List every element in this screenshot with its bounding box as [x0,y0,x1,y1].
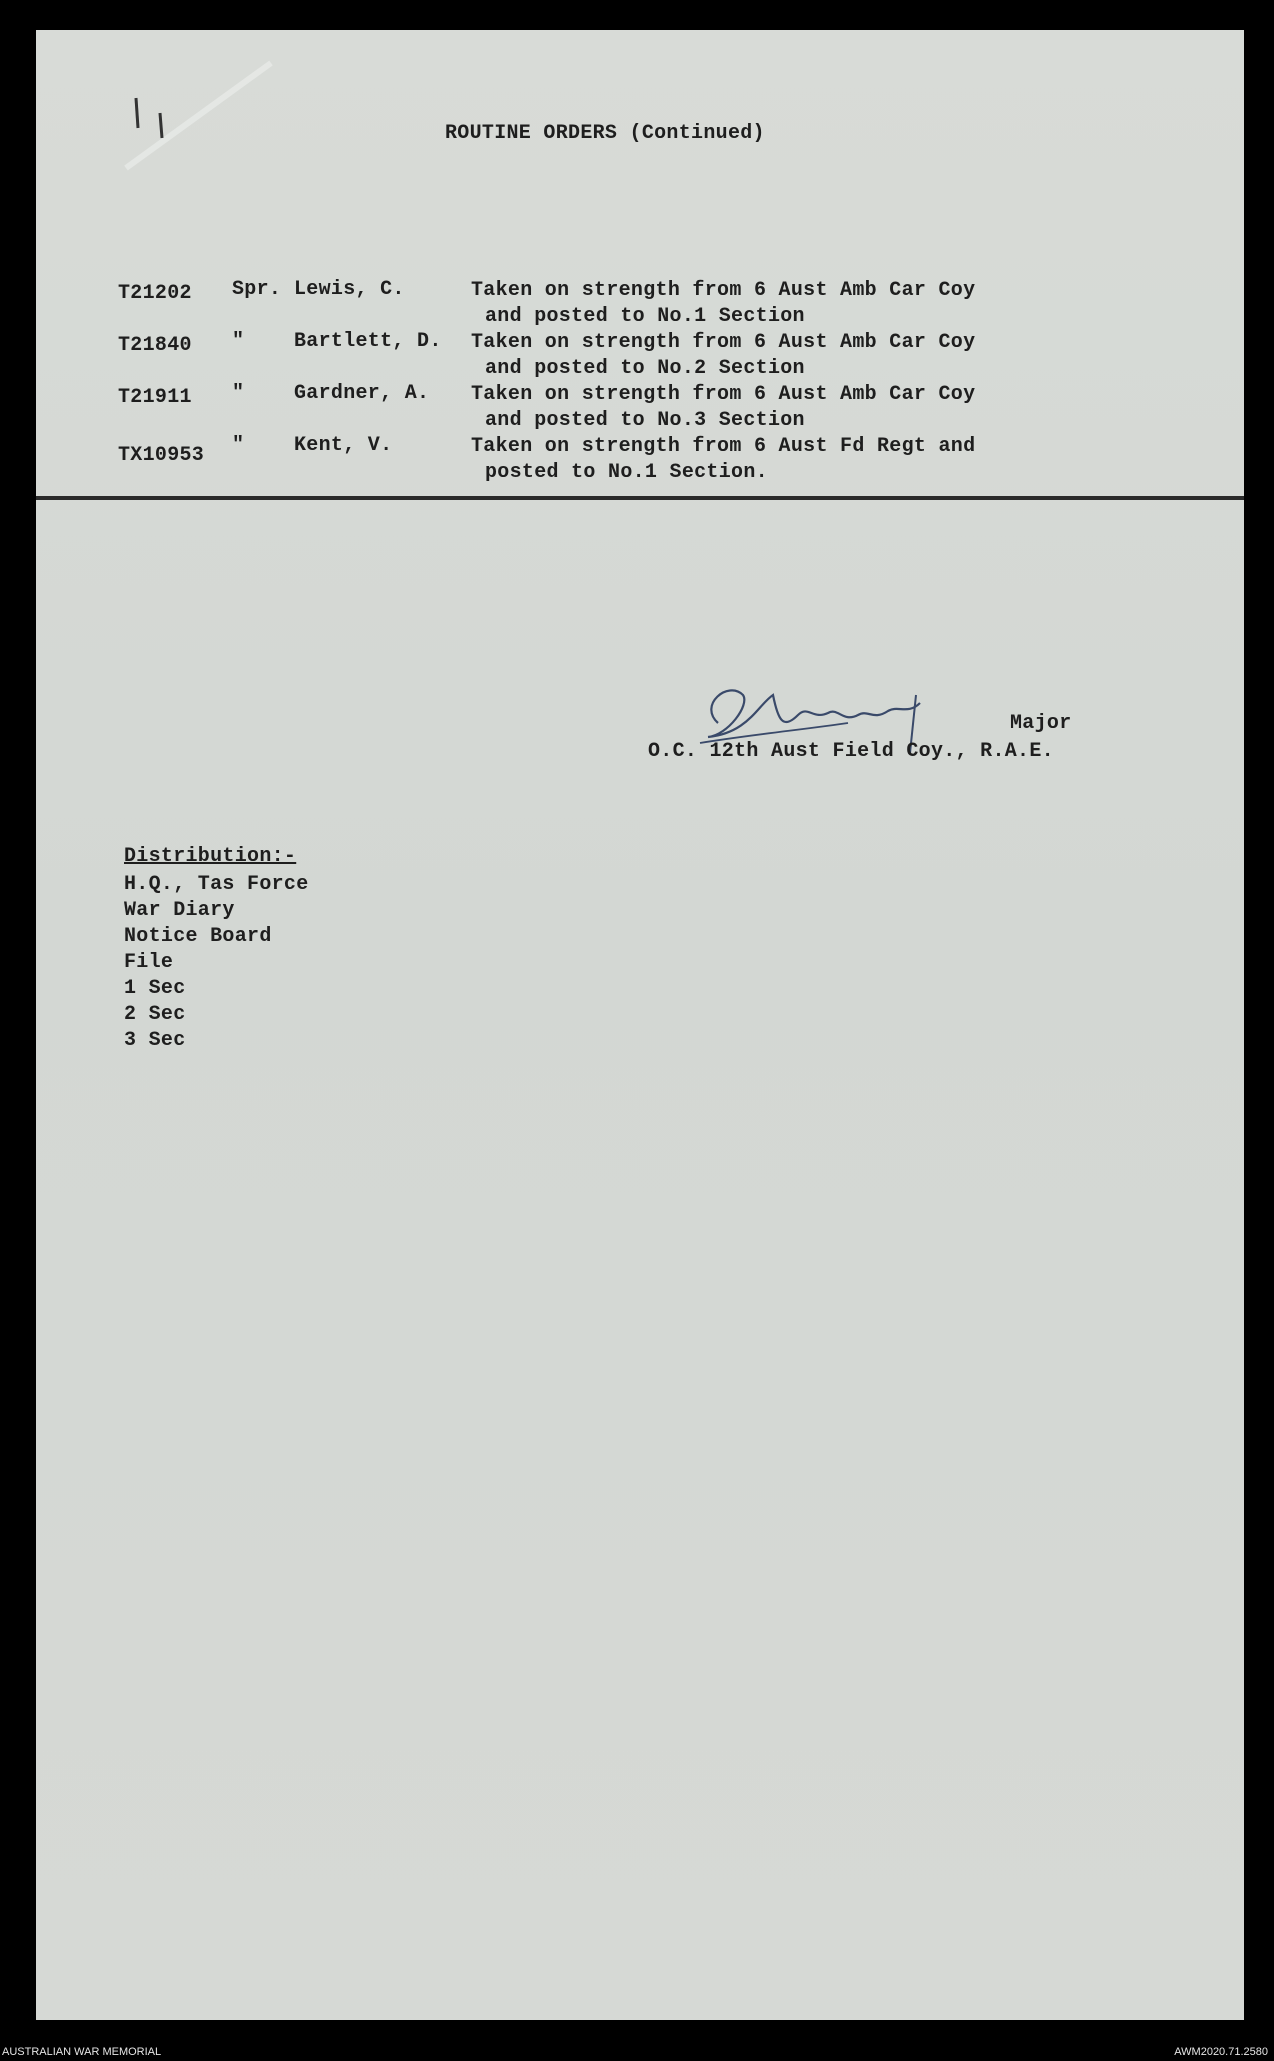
order-entry [36,330,1244,382]
distribution-item: File [124,951,174,974]
order-detail-line: posted to No.1 Section. [485,461,768,484]
service-number: T21202 [118,282,192,305]
distribution-item: 3 Sec [124,1029,186,1052]
soldier-name: Bartlett, D. [294,330,442,353]
order-detail [471,382,975,434]
order-detail [471,434,975,486]
soldier-name: Kent, V. [294,434,393,457]
distribution-heading: Distribution:- [124,845,297,868]
order-entry [36,278,1244,330]
order-detail [471,330,975,382]
rank: " [232,382,245,405]
service-number: TX10953 [118,444,205,467]
paper-crease-mark [96,58,296,178]
page-title: ROUTINE ORDERS (Continued) [445,122,765,145]
distribution-item: 2 Sec [124,1003,186,1026]
section-divider [36,496,1244,500]
distribution-item: Notice Board [124,925,272,948]
order-detail-line: and posted to No.3 Section [485,409,805,432]
signatory-office: O.C. 12th Aust Field Coy., R.A.E. [648,740,1054,763]
archive-credit: AUSTRALIAN WAR MEMORIAL [2,2046,162,2058]
order-detail-line: Taken on strength from 6 Aust Fd Regt and [471,435,976,458]
document-page [36,30,1244,2020]
order-detail-line: and posted to No.2 Section [485,357,805,380]
order-entry [36,434,1244,486]
distribution-list [124,872,309,1054]
order-detail-line: Taken on strength from 6 Aust Amb Car Coy [471,279,976,302]
soldier-name: Gardner, A. [294,382,430,405]
order-detail [471,278,975,330]
order-detail-line: Taken on strength from 6 Aust Amb Car Coy [471,383,976,406]
service-number: T21911 [118,386,192,409]
distribution-item: War Diary [124,899,235,922]
archive-reference: AWM2020.71.2580 [1174,2046,1268,2058]
signatory-rank: Major [1010,712,1072,735]
service-number: T21840 [118,334,192,357]
order-detail-line: and posted to No.1 Section [485,305,805,328]
soldier-name: Lewis, C. [294,278,405,301]
distribution-item: 1 Sec [124,977,186,1000]
order-entry [36,382,1244,434]
order-detail-line: Taken on strength from 6 Aust Amb Car Coy [471,331,976,354]
rank: " [232,434,245,457]
rank: " [232,330,245,353]
distribution-item: H.Q., Tas Force [124,873,309,896]
rank: Spr. [232,278,282,301]
